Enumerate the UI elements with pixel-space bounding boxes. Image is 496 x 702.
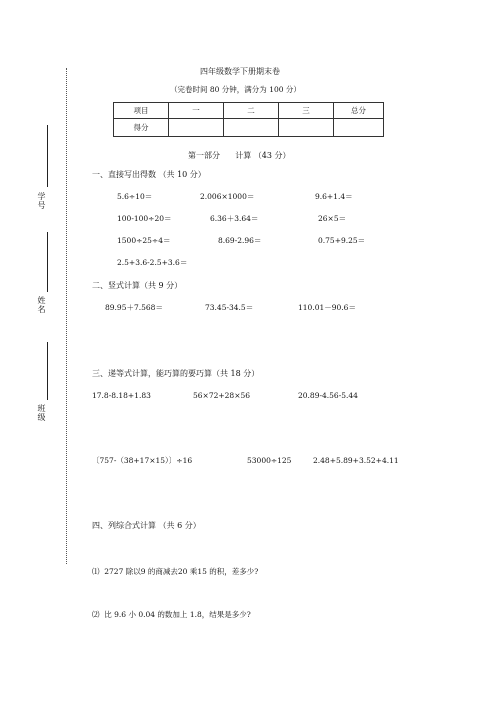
- s3-q1: 17.8-8.18+1.83: [92, 391, 151, 400]
- s1-q10: 2.5+3.6-2.5+3.6＝: [117, 258, 188, 267]
- s3-q3: 20.89-4.56-5.44: [298, 391, 358, 400]
- score-row-label: 得分: [114, 119, 169, 137]
- score-header-one: 一: [169, 103, 224, 119]
- student-no-label: 学号: [37, 192, 46, 210]
- student-no-line: [47, 125, 48, 187]
- score-cell-two[interactable]: [224, 119, 279, 137]
- s3-q4: 〔757-（38+17×15）〕÷16: [92, 456, 193, 465]
- s2-q2: 73.45-34.5＝: [205, 303, 254, 312]
- s1-q4: 100-100÷20＝: [117, 214, 172, 223]
- page-title: 四年级数学下册期末卷: [200, 67, 280, 76]
- score-table-header-row: [114, 103, 384, 119]
- section4-heading: 四、列综合式计算 （共 6 分）: [92, 521, 201, 530]
- score-header-item: 项目: [114, 103, 169, 119]
- s1-q7: 1500÷25÷4＝: [117, 236, 171, 245]
- section1-heading: 一、直接写出得数 （共 10 分）: [92, 170, 206, 179]
- score-table: [113, 102, 384, 137]
- s1-q3: 9.6+1.4＝: [315, 192, 353, 201]
- s3-q2: 56×72+28×56: [193, 391, 251, 400]
- part-one-heading: 第一部分 计算 （43 分）: [188, 151, 291, 160]
- exam-info: （完卷时间 80 分钟，满分为 100 分）: [170, 85, 301, 94]
- binding-dotted-line: [66, 68, 67, 564]
- s4-q2: ⑵ 比 9.6 小 0.04 的数加上 1.8，结果是多少?: [92, 610, 251, 619]
- score-cell-one[interactable]: [169, 119, 224, 137]
- s1-q5: 6.36＋3.64＝: [210, 214, 259, 223]
- s2-q3: 110.01－90.6＝: [298, 303, 356, 312]
- s1-q6: 26×5＝: [318, 214, 347, 223]
- name-label: 姓名: [37, 296, 46, 314]
- s1-q9: 0.75+9.25＝: [318, 236, 366, 245]
- s3-q5: 53000÷125: [247, 456, 292, 465]
- score-cell-three[interactable]: [279, 119, 334, 137]
- s1-q2: 2.006×1000＝: [200, 192, 255, 201]
- score-cell-total[interactable]: [334, 119, 384, 137]
- class-label: 班级: [37, 404, 46, 422]
- class-line: [47, 342, 48, 400]
- s2-q1: 89.95＋7.568＝: [105, 303, 163, 312]
- score-header-three: 三: [279, 103, 334, 119]
- section2-heading: 二、竖式计算（共 9 分）: [92, 281, 183, 290]
- score-table-score-row: [114, 119, 384, 137]
- score-header-total: 总分: [334, 103, 384, 119]
- name-line: [47, 232, 48, 292]
- score-header-two: 二: [224, 103, 279, 119]
- s1-q8: 8.69-2.96＝: [218, 236, 262, 245]
- s4-q1: ⑴ 2727 除以9 的商减去20 乘15 的积，差多少?: [92, 567, 259, 576]
- s1-q1: 5.6÷10＝: [117, 192, 153, 201]
- section3-heading: 三、递等式计算，能巧算的要巧算（共 18 分）: [92, 369, 260, 378]
- s3-q6: 2.48+5.89+3.52+4.11: [313, 456, 399, 465]
